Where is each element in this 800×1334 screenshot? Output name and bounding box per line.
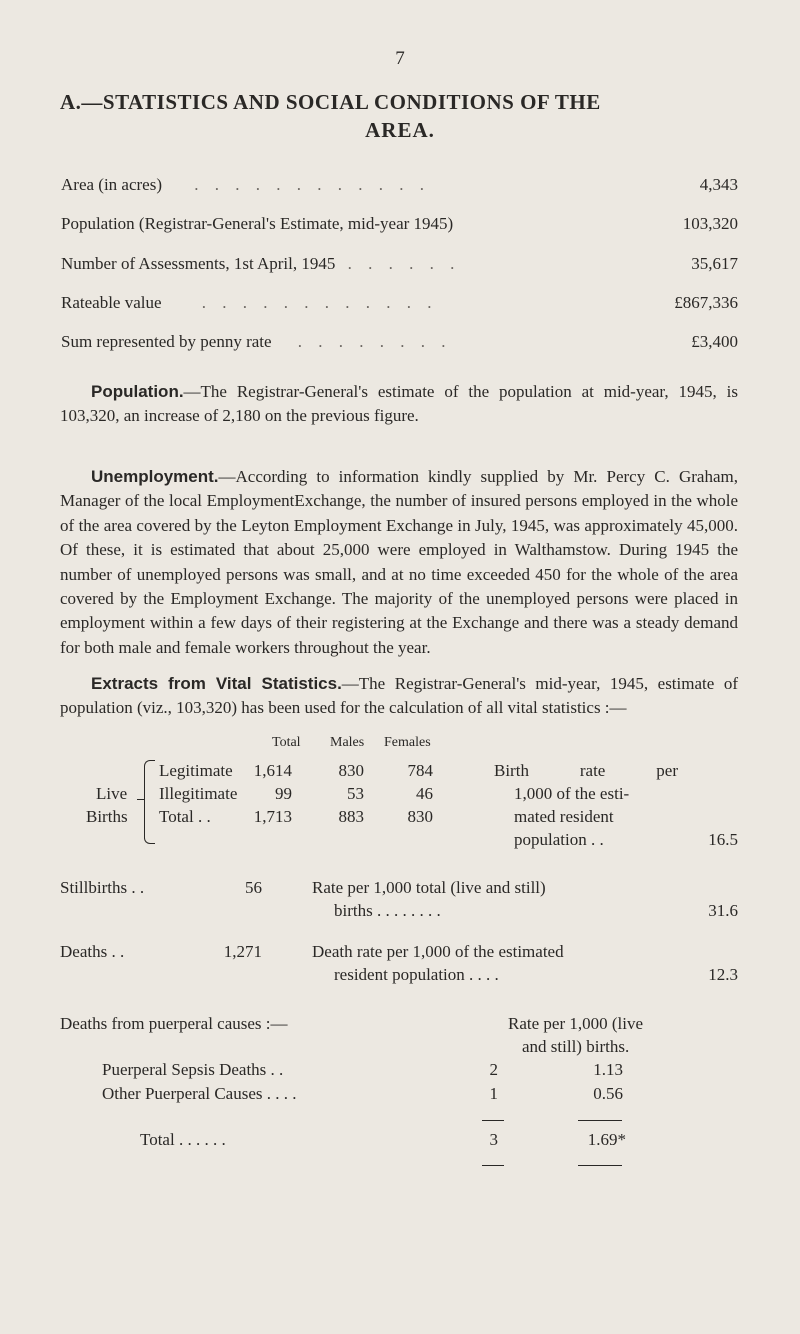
stat-penny-rate-label bbox=[61, 332, 452, 352]
leader-dots: . . . . . . . . bbox=[297, 332, 452, 351]
puerperal-total-rate: 1.69* bbox=[587, 1130, 626, 1149]
birth-rate-text-3: mated resident bbox=[514, 807, 614, 826]
stat-label: Rateable value bbox=[61, 293, 162, 312]
sepsis-rate: 1.13 bbox=[593, 1060, 623, 1079]
deaths-rate-text-1: Death rate per 1,000 of the estimated bbox=[312, 942, 564, 961]
unemployment-paragraph bbox=[60, 465, 738, 660]
stillbirths-count: 56 bbox=[245, 878, 262, 897]
row-illegitimate-females: 46 bbox=[416, 784, 433, 803]
brace-tip bbox=[137, 799, 145, 800]
stat-label: Area (in acres) bbox=[61, 175, 162, 194]
count-rule-top bbox=[482, 1120, 504, 1121]
puerperal-heading: Deaths from puerperal causes :— bbox=[60, 1014, 288, 1033]
deaths-count: 1,271 bbox=[223, 942, 262, 961]
stat-population-label: Population (Registrar-General's Estimate, mid-year 1945) bbox=[61, 214, 454, 233]
puerperal-rate-header-1: Rate per 1,000 (live bbox=[508, 1014, 644, 1033]
row-total-total: 1,713 bbox=[253, 807, 292, 826]
row-legitimate-males: 830 bbox=[338, 761, 364, 780]
row-total-females: 830 bbox=[407, 807, 433, 826]
live-label: Live bbox=[96, 784, 128, 803]
deaths-label: Deaths . . bbox=[60, 942, 125, 961]
row-illegitimate-label: Illegitimate bbox=[159, 784, 238, 803]
count-rule-bottom bbox=[482, 1165, 504, 1166]
other-causes-count: 1 bbox=[489, 1084, 498, 1103]
rate-rule-bottom bbox=[578, 1165, 622, 1166]
rate-rule-top bbox=[578, 1120, 622, 1121]
stillbirths-label: Stillbirths . . bbox=[60, 878, 145, 897]
unemployment-heading: Unemployment. bbox=[91, 467, 219, 486]
stat-rateable-value: £867,336 bbox=[674, 293, 738, 312]
header-females: Females bbox=[384, 735, 431, 750]
header-total: Total bbox=[272, 735, 301, 750]
stat-population-value: 103,320 bbox=[682, 214, 738, 233]
stillbirths-rate-text-1: Rate per 1,000 total (live and still) bbox=[312, 878, 546, 897]
row-legitimate-females: 784 bbox=[407, 761, 433, 780]
puerperal-total-label: Total . . . . . . bbox=[140, 1130, 226, 1149]
row-illegitimate-males: 53 bbox=[347, 784, 364, 803]
vital-statistics-heading: Extracts from Vital Statistics. bbox=[91, 674, 342, 693]
header-males: Males bbox=[330, 735, 365, 750]
stat-rateable-label bbox=[61, 293, 438, 313]
birth-rate-text-1: Birth rate per bbox=[494, 761, 678, 780]
stat-assessments-label bbox=[61, 254, 460, 274]
birth-rate-text-4: population . . bbox=[514, 830, 604, 849]
sepsis-label: Puerperal Sepsis Deaths . . bbox=[102, 1060, 284, 1079]
stat-area-value: 4,343 bbox=[699, 175, 738, 194]
population-heading: Population. bbox=[91, 382, 184, 401]
sepsis-count: 2 bbox=[489, 1060, 498, 1079]
vital-statistics-paragraph bbox=[60, 672, 738, 721]
stat-assessments-value: 35,617 bbox=[691, 254, 738, 273]
unemployment-text: —According to information kindly supplied by Mr. Percy C. Graham, Manager of the local EmploymentExchange, the number of insured persons employed in the whole of the area covered by the Leyton Employment Exchange in July, 1945, was approximately 45,000. Of these, it is estimated that about 25,000 were employed in Walthamstow. During 1945 the number of unemployed persons was small, and at no time exceeded 450 for the whole of the area covered by the Employment Exchange. The majority of the unemployed persons were placed in employment within a few days of their registering at the Exchange and there was a steady demand for both male and female workers throughout the year. bbox=[60, 467, 738, 657]
row-legitimate-total: 1,614 bbox=[253, 761, 292, 780]
puerperal-rate-header-2: and still) births. bbox=[522, 1037, 630, 1056]
stat-label: Sum represented by penny rate bbox=[61, 332, 272, 351]
stillbirths-rate-value: 31.6 bbox=[708, 901, 738, 920]
deaths-rate-text-2: resident population . . . . bbox=[334, 965, 499, 984]
row-legitimate-label: Legitimate bbox=[159, 761, 233, 780]
section-heading-line2: AREA. bbox=[365, 118, 435, 142]
population-paragraph bbox=[60, 380, 738, 429]
stat-penny-rate-value: £3,400 bbox=[691, 332, 738, 351]
stillbirths-rate-text-2: births . . . . . . . . bbox=[334, 901, 441, 920]
leader-dots: . . . . . . . . . . . . bbox=[194, 175, 430, 194]
page-number: 7 bbox=[395, 48, 405, 69]
puerperal-total-count: 3 bbox=[489, 1130, 498, 1149]
brace-mark bbox=[144, 760, 155, 844]
birth-rate-value: 16.5 bbox=[708, 830, 738, 849]
row-illegitimate-total: 99 bbox=[275, 784, 292, 803]
other-causes-rate: 0.56 bbox=[593, 1084, 623, 1103]
deaths-rate-value: 12.3 bbox=[708, 965, 738, 984]
row-total-label: Total . . bbox=[159, 807, 211, 826]
section-heading-line1: A.—STATISTICS AND SOCIAL CONDITIONS OF THE bbox=[60, 90, 601, 114]
birth-rate-text-2: 1,000 of the esti- bbox=[514, 784, 630, 803]
population-text: —The Registrar-General's estimate of the population at mid-year, 1945, is 103,320, an increase of 2,180 on the previous figure. bbox=[60, 382, 738, 426]
leader-dots: . . . . . . . . . . . . bbox=[201, 293, 438, 312]
stat-label: Number of Assessments, 1st April, 1945 bbox=[61, 254, 336, 273]
births-label: Births bbox=[86, 807, 128, 826]
vital-statistics-text: —The Registrar-General's mid-year, 1945, estimate of population (viz., 103,320) has been used for the calculation of all vital statistics :— bbox=[60, 674, 738, 718]
other-causes-label: Other Puerperal Causes . . . . bbox=[102, 1084, 297, 1103]
row-total-males: 883 bbox=[338, 807, 364, 826]
stat-area-label bbox=[61, 175, 430, 195]
leader-dots: . . . . . . bbox=[347, 254, 461, 273]
